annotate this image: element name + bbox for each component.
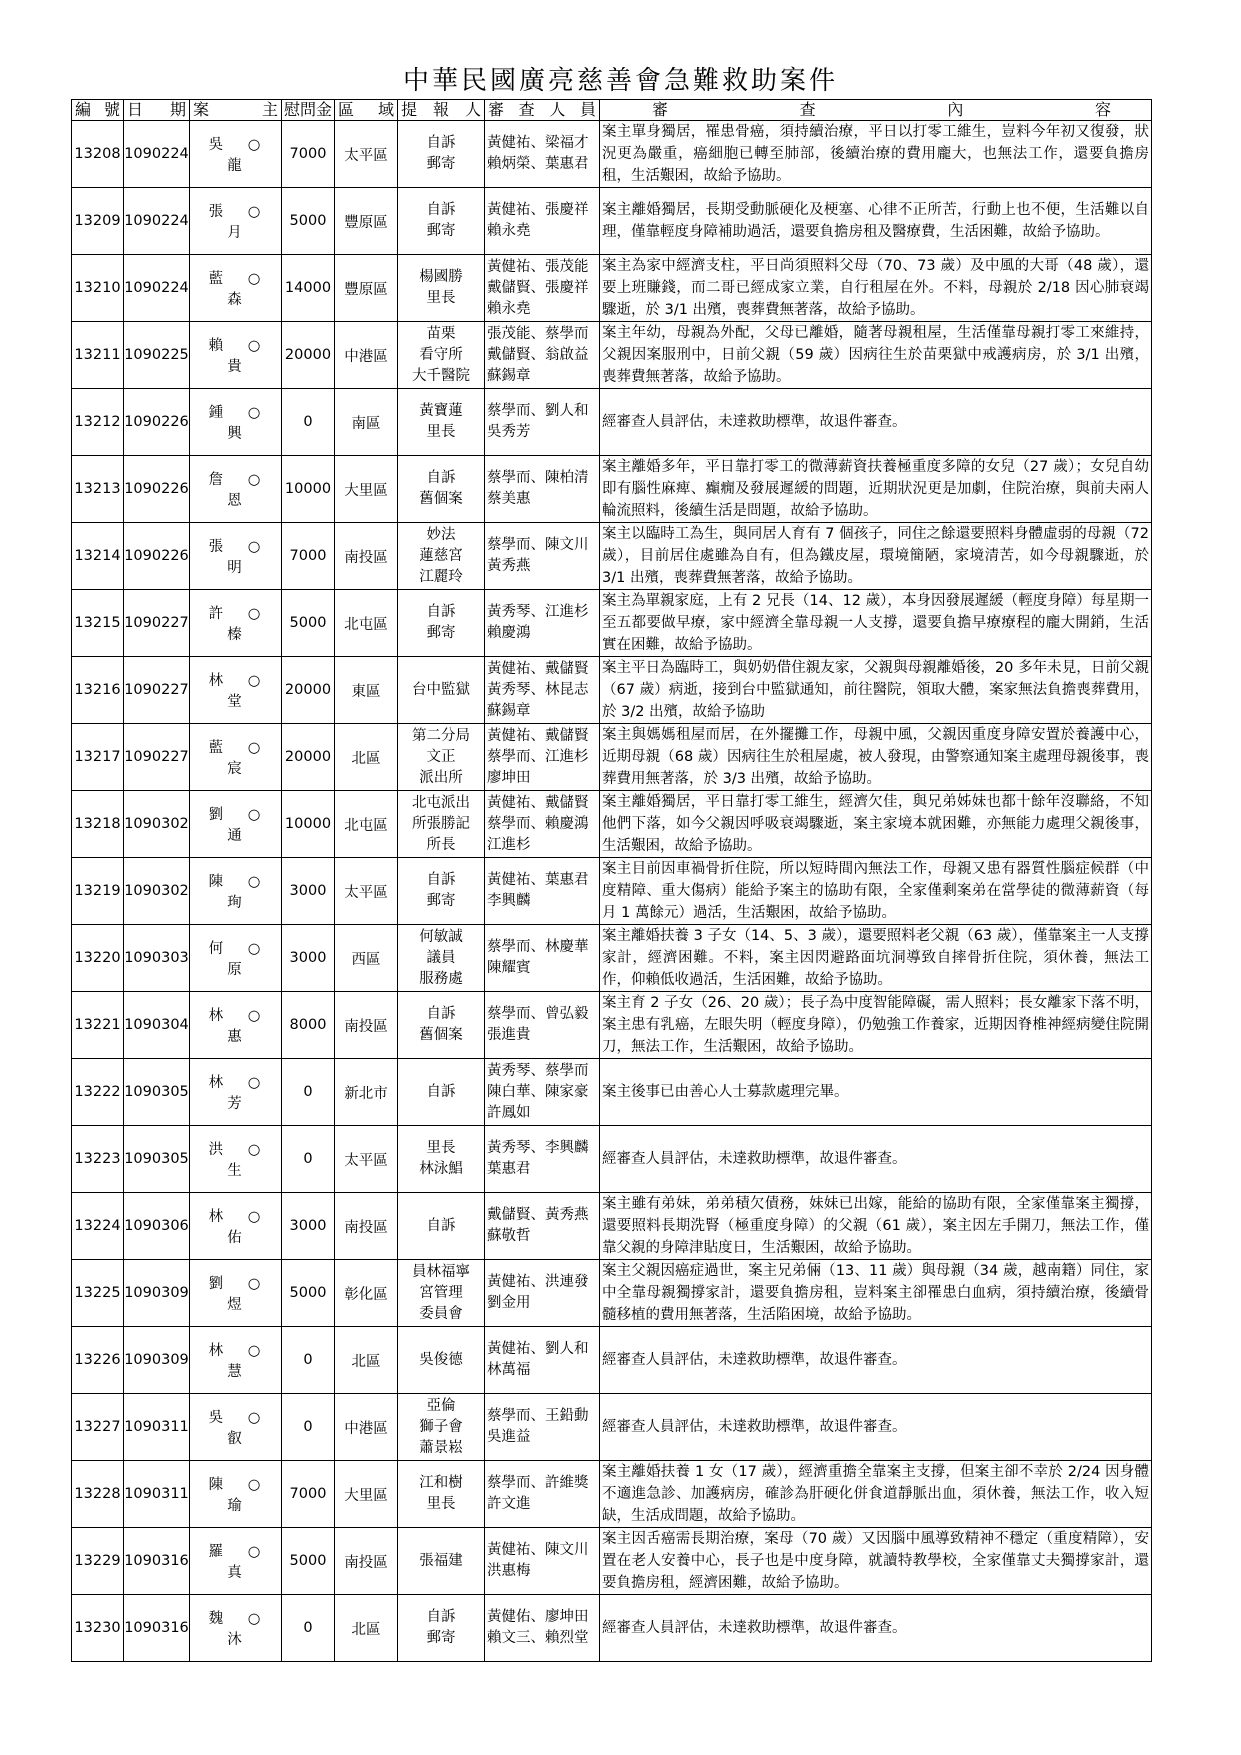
case-area-cell: 北屯區 — [335, 791, 398, 858]
case-reporter-cell: 江和樹 里長 — [398, 1461, 485, 1528]
case-amount-cell: 0 — [282, 389, 335, 456]
case-id-cell: 13218 — [72, 791, 124, 858]
case-reviewer-cell: 黃秀琴、江進杉 賴慶鴻 — [485, 590, 600, 657]
case-reviewer-cell: 黃健佑、廖坤田 賴文三、賴烈堂 — [485, 1595, 600, 1662]
case-name-cell: 賴 ○ 貴 — [190, 322, 282, 389]
table-row — [72, 590, 1152, 657]
case-area-cell: 南投區 — [335, 992, 398, 1059]
table-row — [72, 992, 1152, 1059]
case-content-cell: 案主離婚獨居，平日靠打零工維生，經濟欠佳，與兄弟姊妹也都十餘年沒聯絡，不知他們下落，如今父親因呼吸衰竭驟逝，案主家境本就困難，亦無能力處理父親後事，生活艱困，故給予協助。 — [600, 791, 1152, 858]
case-id-cell: 13229 — [72, 1528, 124, 1595]
case-content-cell: 案主為單親家庭，上有 2 兄長（14、12 歲），本身因發展遲緩（輕度身障）每星期一至五都要做早療，家中經濟全靠母親一人支撐，還要負擔早療療程的龐大開銷，生活實在困難，故給予協助。 — [600, 590, 1152, 657]
table-row — [72, 322, 1152, 389]
header-reviewer: 審 查 人 員 — [485, 100, 600, 121]
case-amount-cell: 0 — [282, 1327, 335, 1394]
case-id-cell: 13211 — [72, 322, 124, 389]
case-content-cell: 案主平日為臨時工，與奶奶借住親友家，父親與母親離婚後，20 多年未見，日前父親（67 歲）病逝，接到台中監獄通知，前往醫院，領取大體，案家無法負擔喪葬費用，於 3/2 出殯，故給予協助 — [600, 657, 1152, 724]
case-reporter-cell: 楊國勝 里長 — [398, 255, 485, 322]
case-reporter-cell: 台中監獄 — [398, 657, 485, 724]
page-title: 中華民國廣亮慈善會急難救助案件 — [402, 66, 838, 96]
case-area-cell: 大里區 — [335, 1461, 398, 1528]
case-reviewer-cell: 黃健祐、陳文川 洪惠梅 — [485, 1528, 600, 1595]
case-date-cell: 1090305 — [124, 1126, 190, 1193]
case-name-cell: 詹 ○ 恩 — [190, 456, 282, 523]
case-date-cell: 1090311 — [124, 1394, 190, 1461]
case-amount-cell: 8000 — [282, 992, 335, 1059]
case-name-cell: 林 ○ 慧 — [190, 1327, 282, 1394]
case-area-cell: 豐原區 — [335, 188, 398, 255]
case-reporter-cell: 亞倫 獅子會 蕭景崧 — [398, 1394, 485, 1461]
relief-cases-table — [71, 99, 1152, 1662]
case-area-cell: 新北市 — [335, 1059, 398, 1126]
case-name-cell: 藍 ○ 森 — [190, 255, 282, 322]
table-row — [72, 456, 1152, 523]
case-date-cell: 1090225 — [124, 322, 190, 389]
case-date-cell: 1090316 — [124, 1595, 190, 1662]
case-content-cell: 案主目前因車禍骨折住院，所以短時間內無法工作，母親又患有器質性腦症候群（中度精障、重大傷病）能給予案主的協助有限，全家僅剩案弟在當學徒的微薄薪資（每月 1 萬餘元）過活，生活艱困，故給予協助。 — [600, 858, 1152, 925]
case-content-cell: 案主為家中經濟支柱，平日尚須照料父母（70、73 歲）及中風的大哥（48 歲），還要上班賺錢，而二哥已經成家立業，自行租屋在外。不料，母親於 2/18 因心肺衰竭驟逝，於 3/1 出殯，喪葬費無著落，故給予協助。 — [600, 255, 1152, 322]
table-row — [72, 121, 1152, 188]
case-content-cell: 案主以臨時工為生，與同居人育有 7 個孩子，同住之餘還要照料身體虛弱的母親（72 歲），目前居住處雖為自有，但為鐵皮屋，環境簡陋，家境清苦，如今母親驟逝，於 3/1 出殯，喪葬費無著落，故給予協助。 — [600, 523, 1152, 590]
case-reviewer-cell: 張茂能、蔡學而 戴儲賢、翁啟益 蘇錫章 — [485, 322, 600, 389]
case-area-cell: 南投區 — [335, 523, 398, 590]
case-name-cell: 羅 ○ 真 — [190, 1528, 282, 1595]
case-reviewer-cell: 蔡學而、陳文川 黃秀燕 — [485, 523, 600, 590]
case-reviewer-cell: 黃健祐、戴儲賢 黃秀琴、林昆志 蘇錫章 — [485, 657, 600, 724]
case-id-cell: 13230 — [72, 1595, 124, 1662]
table-row — [72, 1193, 1152, 1260]
case-reviewer-cell: 黃健祐、梁福才 賴炳榮、葉惠君 — [485, 121, 600, 188]
case-area-cell: 豐原區 — [335, 255, 398, 322]
table-row — [72, 1126, 1152, 1193]
table-body — [72, 121, 1152, 1662]
case-reviewer-cell: 黃健祐、劉人和 林萬福 — [485, 1327, 600, 1394]
header-amount: 慰問金 — [282, 100, 335, 121]
case-content-cell: 案主與媽媽租屋而居，在外擺攤工作，母親中風，父親因重度身障安置於養護中心，近期母親（68 歲）因病往生於租屋處，被人發現，由警察通知案主處理母親後事，喪葬費用無著落，於 3/3 出殯，故給予協助。 — [600, 724, 1152, 791]
case-amount-cell: 10000 — [282, 456, 335, 523]
case-content-cell: 經審查人員評估，未達救助標準，故退件審查。 — [600, 1126, 1152, 1193]
case-content-cell: 案主父親因癌症過世，案主兄弟倆（13、11 歲）與母親（34 歲，越南籍）同住，家中全靠母親獨撐家計，還要負擔房租，豈料案主卻罹患白血病，須持續治療，後續骨髓移植的費用無著落，生活陷困境，故給予協助。 — [600, 1260, 1152, 1327]
case-reviewer-cell: 蔡學而、許維獎 許文進 — [485, 1461, 600, 1528]
header-area: 區 域 — [335, 100, 398, 121]
case-amount-cell: 5000 — [282, 1260, 335, 1327]
case-reporter-cell: 黃寶蓮 里長 — [398, 389, 485, 456]
case-name-cell: 陳 ○ 瑜 — [190, 1461, 282, 1528]
case-area-cell: 南區 — [335, 389, 398, 456]
case-amount-cell: 5000 — [282, 188, 335, 255]
case-reporter-cell: 第二分局 文正 派出所 — [398, 724, 485, 791]
case-name-cell: 張 ○ 明 — [190, 523, 282, 590]
case-amount-cell: 20000 — [282, 322, 335, 389]
case-content-cell: 經審查人員評估，未達救助標準，故退件審查。 — [600, 1394, 1152, 1461]
case-area-cell: 北區 — [335, 1595, 398, 1662]
case-amount-cell: 7000 — [282, 523, 335, 590]
case-date-cell: 1090302 — [124, 791, 190, 858]
case-area-cell: 北區 — [335, 1327, 398, 1394]
case-date-cell: 1090227 — [124, 724, 190, 791]
case-id-cell: 13209 — [72, 188, 124, 255]
case-date-cell: 1090309 — [124, 1327, 190, 1394]
case-date-cell: 1090227 — [124, 657, 190, 724]
case-id-cell: 13223 — [72, 1126, 124, 1193]
case-id-cell: 13227 — [72, 1394, 124, 1461]
case-date-cell: 1090226 — [124, 389, 190, 456]
case-amount-cell: 7000 — [282, 121, 335, 188]
case-amount-cell: 7000 — [282, 1461, 335, 1528]
case-date-cell: 1090304 — [124, 992, 190, 1059]
case-reporter-cell: 妙法 蓮慈宮 江麗玲 — [398, 523, 485, 590]
case-area-cell: 彰化區 — [335, 1260, 398, 1327]
case-id-cell: 13208 — [72, 121, 124, 188]
table-row — [72, 389, 1152, 456]
case-content-cell: 案主年幼，母親為外配，父母已離婚，隨著母親租屋，生活僅靠母親打零工來維持，父親因案服刑中，日前父親（59 歲）因病往生於苗栗獄中戒護病房，於 3/1 出殯，喪葬費無著落，故給予協助。 — [600, 322, 1152, 389]
case-name-cell: 吳 ○ 龍 — [190, 121, 282, 188]
case-id-cell: 13224 — [72, 1193, 124, 1260]
case-date-cell: 1090224 — [124, 255, 190, 322]
table-row — [72, 791, 1152, 858]
header-id: 編 號 — [72, 100, 124, 121]
case-reviewer-cell: 黃健祐、張茂能 戴儲賢、張慶祥 賴永堯 — [485, 255, 600, 322]
case-date-cell: 1090303 — [124, 925, 190, 992]
case-content-cell: 案主雖有弟妹，弟弟積欠債務，妹妹已出嫁，能給的協助有限，全家僅靠案主獨撐，還要照料長期洗腎（極重度身障）的父親（61 歲），案主因左手開刀，無法工作，僅靠父親的身障津貼度日，生活艱困，故給予協助。 — [600, 1193, 1152, 1260]
table-row — [72, 925, 1152, 992]
table-row — [72, 1394, 1152, 1461]
case-reporter-cell: 員林福寧 宮管理 委員會 — [398, 1260, 485, 1327]
case-reviewer-cell: 黃健祐、戴儲賢 蔡學而、江進杉 廖坤田 — [485, 724, 600, 791]
case-reporter-cell: 自訴 郵寄 — [398, 1595, 485, 1662]
header-date: 日 期 — [124, 100, 190, 121]
case-id-cell: 13216 — [72, 657, 124, 724]
case-reporter-cell: 自訴 — [398, 1059, 485, 1126]
case-date-cell: 1090226 — [124, 523, 190, 590]
case-date-cell: 1090302 — [124, 858, 190, 925]
case-name-cell: 林 ○ 惠 — [190, 992, 282, 1059]
case-id-cell: 13222 — [72, 1059, 124, 1126]
case-date-cell: 1090227 — [124, 590, 190, 657]
case-area-cell: 太平區 — [335, 1126, 398, 1193]
case-area-cell: 中港區 — [335, 322, 398, 389]
case-date-cell: 1090224 — [124, 188, 190, 255]
case-amount-cell: 20000 — [282, 724, 335, 791]
case-date-cell: 1090226 — [124, 456, 190, 523]
table-row — [72, 724, 1152, 791]
case-reporter-cell: 自訴 郵寄 — [398, 590, 485, 657]
table-row — [72, 523, 1152, 590]
table-row — [72, 255, 1152, 322]
case-reviewer-cell: 蔡學而、陳柏清 蔡美惠 — [485, 456, 600, 523]
case-content-cell: 案主離婚扶養 1 女（17 歲），經濟重擔全靠案主支撐，但案主卻不幸於 2/24 因身體不適進急診、加護病房，確診為肝硬化併食道靜脈出血，須休養，無法工作，收入短缺，生活成問題，故給予協助。 — [600, 1461, 1152, 1528]
case-date-cell: 1090316 — [124, 1528, 190, 1595]
case-amount-cell: 5000 — [282, 1528, 335, 1595]
table-row — [72, 1528, 1152, 1595]
case-name-cell: 洪 ○ 生 — [190, 1126, 282, 1193]
case-reviewer-cell: 戴儲賢、黃秀燕 蘇敬哲 — [485, 1193, 600, 1260]
case-area-cell: 北區 — [335, 724, 398, 791]
header-content: 審 查 內 容 — [600, 100, 1152, 121]
case-name-cell: 劉 ○ 通 — [190, 791, 282, 858]
case-name-cell: 魏 ○ 沐 — [190, 1595, 282, 1662]
table-row — [72, 1595, 1152, 1662]
table-row — [72, 1059, 1152, 1126]
case-date-cell: 1090224 — [124, 121, 190, 188]
case-name-cell: 陳 ○ 珣 — [190, 858, 282, 925]
case-content-cell: 經審查人員評估，未達救助標準，故退件審查。 — [600, 1327, 1152, 1394]
case-content-cell: 案主後事已由善心人士募款處理完畢。 — [600, 1059, 1152, 1126]
case-reviewer-cell: 黃秀琴、李興麟 葉惠君 — [485, 1126, 600, 1193]
case-reporter-cell: 何敏誠 議員 服務處 — [398, 925, 485, 992]
case-name-cell: 林 ○ 佑 — [190, 1193, 282, 1260]
case-area-cell: 大里區 — [335, 456, 398, 523]
case-date-cell: 1090306 — [124, 1193, 190, 1260]
case-amount-cell: 3000 — [282, 858, 335, 925]
case-id-cell: 13214 — [72, 523, 124, 590]
case-id-cell: 13225 — [72, 1260, 124, 1327]
case-amount-cell: 3000 — [282, 1193, 335, 1260]
table-row — [72, 657, 1152, 724]
case-id-cell: 13212 — [72, 389, 124, 456]
case-name-cell: 林 ○ 芳 — [190, 1059, 282, 1126]
table-row — [72, 1461, 1152, 1528]
case-amount-cell: 3000 — [282, 925, 335, 992]
case-name-cell: 吳 ○ 叡 — [190, 1394, 282, 1461]
case-id-cell: 13220 — [72, 925, 124, 992]
header-reporter: 提 報 人 — [398, 100, 485, 121]
case-area-cell: 北屯區 — [335, 590, 398, 657]
case-content-cell: 案主因舌癌需長期治療，案母（70 歲）又因腦中風導致精神不穩定（重度精障），安置在老人安養中心，長子也是中度身障，就讀特教學校，全家僅靠丈夫獨撐家計，還要負擔房租，經濟困難，故給予協助。 — [600, 1528, 1152, 1595]
case-reviewer-cell: 黃秀琴、蔡學而 陳白華、陳家豪 許鳳如 — [485, 1059, 600, 1126]
case-reporter-cell: 吳俊德 — [398, 1327, 485, 1394]
case-date-cell: 1090305 — [124, 1059, 190, 1126]
case-content-cell: 案主離婚獨居，長期受動脈硬化及梗塞、心律不正所苦，行動上也不便，生活難以自理，僅靠輕度身障補助過活，還要負擔房租及醫療費，生活困難，故給予協助。 — [600, 188, 1152, 255]
case-reviewer-cell: 蔡學而、曾弘毅 張進貴 — [485, 992, 600, 1059]
case-id-cell: 13217 — [72, 724, 124, 791]
case-amount-cell: 5000 — [282, 590, 335, 657]
case-reviewer-cell: 黃健祐、張慶祥 賴永堯 — [485, 188, 600, 255]
case-reporter-cell: 自訴 郵寄 — [398, 121, 485, 188]
case-name-cell: 許 ○ 榛 — [190, 590, 282, 657]
case-id-cell: 13215 — [72, 590, 124, 657]
case-amount-cell: 20000 — [282, 657, 335, 724]
case-reviewer-cell: 黃健祐、戴儲賢 蔡學而、賴慶鴻 江進杉 — [485, 791, 600, 858]
case-content-cell: 案主單身獨居，罹患骨癌，須持續治療，平日以打零工維生，豈料今年初又復發，狀況更為嚴重，癌細胞已轉至肺部，後續治療的費用龐大，也無法工作，還要負擔房租，生活艱困，故給予協助。 — [600, 121, 1152, 188]
case-amount-cell: 0 — [282, 1059, 335, 1126]
case-amount-cell: 10000 — [282, 791, 335, 858]
case-id-cell: 13228 — [72, 1461, 124, 1528]
case-area-cell: 南投區 — [335, 1193, 398, 1260]
case-reporter-cell: 里長 林泳鯧 — [398, 1126, 485, 1193]
case-amount-cell: 14000 — [282, 255, 335, 322]
case-reporter-cell: 苗栗 看守所 大千醫院 — [398, 322, 485, 389]
case-reviewer-cell: 黃健祐、葉惠君 李興麟 — [485, 858, 600, 925]
case-reporter-cell: 自訴 郵寄 — [398, 188, 485, 255]
case-date-cell: 1090311 — [124, 1461, 190, 1528]
case-content-cell: 經審查人員評估，未達救助標準，故退件審查。 — [600, 1595, 1152, 1662]
table-header-row — [72, 100, 1152, 121]
case-reporter-cell: 自訴 舊個案 — [398, 456, 485, 523]
table-row — [72, 1327, 1152, 1394]
case-content-cell: 案主離婚扶養 3 子女（14、5、3 歲），還要照料老父親（63 歲），僅靠案主一人支撐家計，經濟困難。不料，案主因閃避路面坑洞導致自摔骨折住院，須休養，無法工作，仰賴低收過活，生活困難，故給予協助。 — [600, 925, 1152, 992]
case-amount-cell: 0 — [282, 1126, 335, 1193]
case-id-cell: 13226 — [72, 1327, 124, 1394]
case-id-cell: 13219 — [72, 858, 124, 925]
case-name-cell: 林 ○ 堂 — [190, 657, 282, 724]
case-area-cell: 太平區 — [335, 121, 398, 188]
case-reviewer-cell: 蔡學而、王鉛動 吳進益 — [485, 1394, 600, 1461]
table-row — [72, 1260, 1152, 1327]
case-area-cell: 中港區 — [335, 1394, 398, 1461]
case-reporter-cell: 北屯派出 所張勝記 所長 — [398, 791, 485, 858]
case-area-cell: 西區 — [335, 925, 398, 992]
header-case: 案 主 — [190, 100, 282, 121]
case-name-cell: 藍 ○ 宸 — [190, 724, 282, 791]
case-area-cell: 東區 — [335, 657, 398, 724]
case-reviewer-cell: 蔡學而、劉人和 吳秀芳 — [485, 389, 600, 456]
case-area-cell: 南投區 — [335, 1528, 398, 1595]
case-id-cell: 13210 — [72, 255, 124, 322]
case-content-cell: 案主離婚多年，平日靠打零工的微薄薪資扶養極重度多障的女兒（27 歲）；女兒自幼即有腦性麻痺、癲癇及發展遲緩的問題，近期狀況更是加劇，住院治療，與前夫兩人輪流照料，後續生活是問題，故給予協助。 — [600, 456, 1152, 523]
case-content-cell: 經審查人員評估，未達救助標準，故退件審查。 — [600, 389, 1152, 456]
case-reporter-cell: 自訴 郵寄 — [398, 858, 485, 925]
case-area-cell: 太平區 — [335, 858, 398, 925]
table-row — [72, 188, 1152, 255]
table-row — [72, 858, 1152, 925]
case-amount-cell: 0 — [282, 1595, 335, 1662]
case-reporter-cell: 自訴 — [398, 1193, 485, 1260]
case-reviewer-cell: 蔡學而、林慶華 陳耀賓 — [485, 925, 600, 992]
case-name-cell: 張 ○ 月 — [190, 188, 282, 255]
case-name-cell: 劉 ○ 煜 — [190, 1260, 282, 1327]
case-reporter-cell: 張福建 — [398, 1528, 485, 1595]
case-reviewer-cell: 黃健祐、洪連發 劉金用 — [485, 1260, 600, 1327]
case-date-cell: 1090309 — [124, 1260, 190, 1327]
case-content-cell: 案主育 2 子女（26、20 歲）；長子為中度智能障礙，需人照料；長女離家下落不明，案主患有乳癌，左眼失明（輕度身障），仍勉強工作養家，近期因脊椎神經病變住院開刀，無法工作，生活艱困，故給予協助。 — [600, 992, 1152, 1059]
case-name-cell: 鍾 ○ 興 — [190, 389, 282, 456]
case-reporter-cell: 自訴 舊個案 — [398, 992, 485, 1059]
case-amount-cell: 0 — [282, 1394, 335, 1461]
case-name-cell: 何 ○ 原 — [190, 925, 282, 992]
case-id-cell: 13213 — [72, 456, 124, 523]
case-id-cell: 13221 — [72, 992, 124, 1059]
